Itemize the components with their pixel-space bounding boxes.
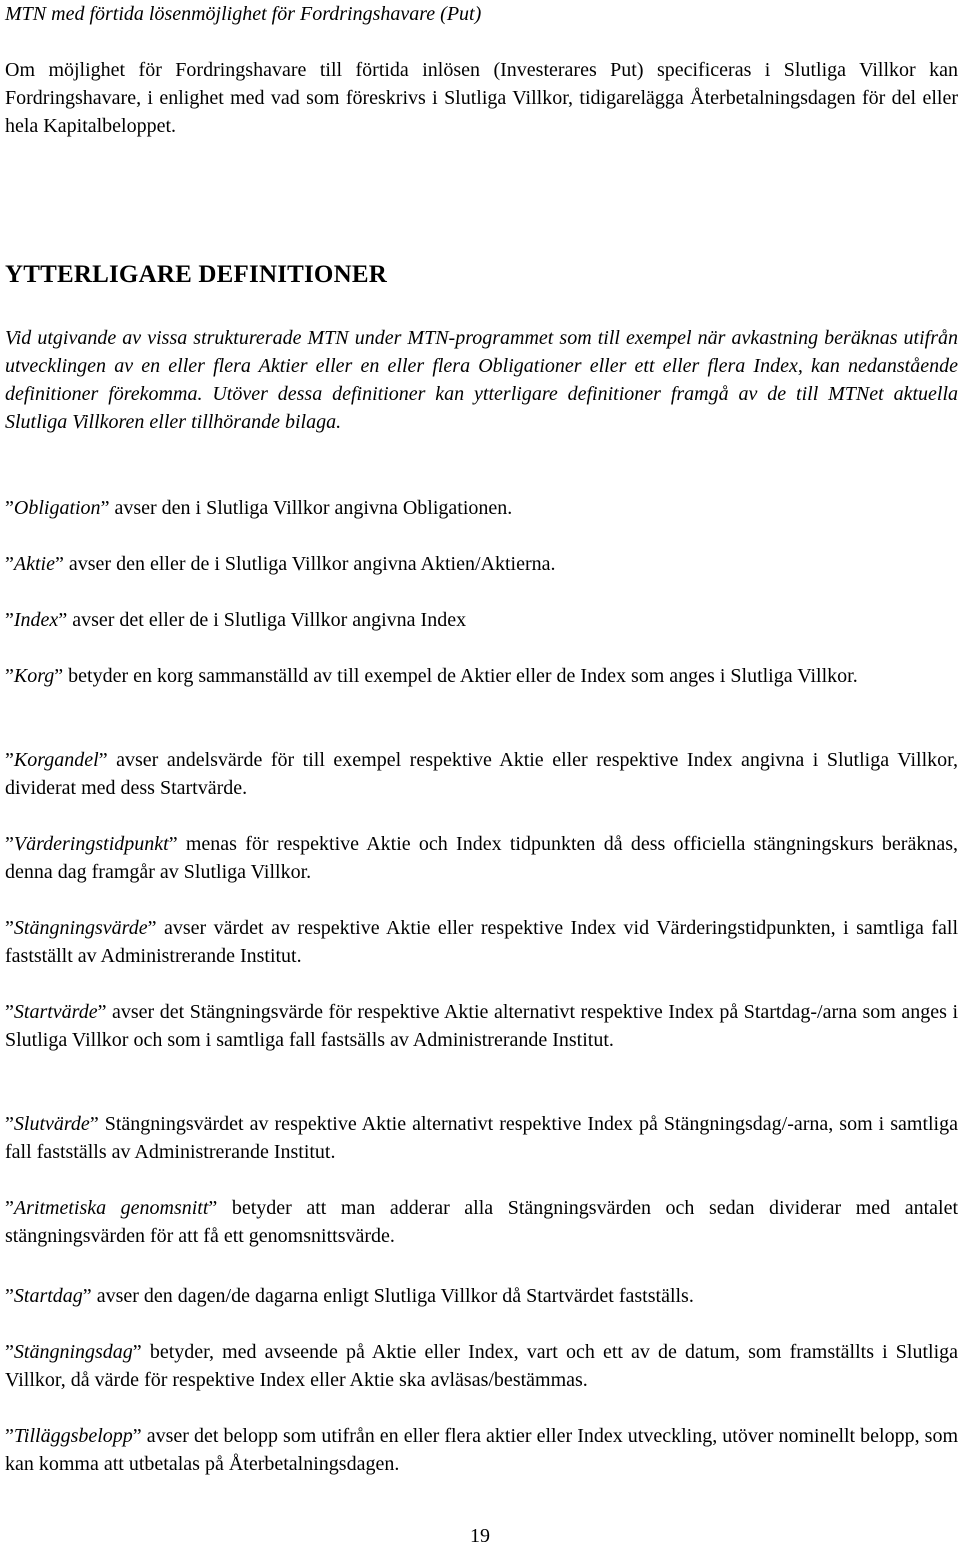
definition-term: ” Aktie ” [5,553,64,575]
definition-text: avser det eller de i Slutliga Villkor angivna Index [72,609,467,631]
definition-term: ” Startdag ” [5,1285,92,1307]
definition-stangningsvarde [5,914,958,970]
definition-tillaggsbelopp [5,1422,958,1478]
definition-term: ” Korg ” [5,665,63,687]
definition-obligation [5,494,958,522]
definition-term: ” Obligation ” [5,497,109,519]
intro-paragraph: Vid utgivande av vissa strukturerade MTN under MTN-programmet som till exempel när avkastning beräknas utifrån utvecklingen av en eller flera Aktier eller en eller flera Obligationer eller ett eller flera Index, kan nedanstående definitioner förekomma. Utöver dessa definitioner kan ytterligare definitioner framgå av de till MTNet aktuella Slutliga Villkoren eller tillhörande bilaga. [5,327,958,433]
definition-startdag [5,1282,958,1310]
definition-text: avser den i Slutliga Villkor angivna Obligationen. [114,497,513,519]
definition-term: ” Startvärde ” [5,1001,106,1023]
definition-term: ” Slutvärde ” [5,1113,99,1135]
definition-term: ” Värderingstidpunkt ” [5,833,178,855]
definition-term: ” Aritmetiska genomsnitt ” [5,1197,217,1219]
definition-text: betyder en korg sammanställd av till exempel de Aktier eller de Index som anges i Slutliga Villkor. [68,665,858,687]
definition-text: avser den dagen/de dagarna enligt Slutliga Villkor då Startvärdet fastställs. [96,1285,694,1307]
section-paragraph: Om möjlighet för Fordringshavare till förtida inlösen (Investerares Put) specificeras i Slutliga Villkor kan Fordringshavare, i enlighet med vad som föreskrivs i Slutliga Villkor, tidigarelägga Återbetalningsdagen för del eller hela Kapitalbeloppet. [5,59,958,137]
definition-index [5,606,958,634]
definition-text: avser andelsvärde för till exempel respektive Aktie eller respektive Index angivna i Slutliga Villkor, dividerat med dess Startvärde. [5,749,958,799]
definition-startvarde [5,998,958,1054]
definition-term: ” Stängningsvärde ” [5,917,156,939]
definition-text: avser värdet av respektive Aktie eller respektive Index vid Värderingstidpunkten, i samtliga fall fastställt av Administrerande Institut. [5,917,959,967]
definition-text: avser den eller de i Slutliga Villkor angivna Aktien/Aktierna. [68,553,556,575]
definition-text: avser det Stängningsvärde för respektive Aktie alternativt respektive Index på Startdag-/arna som anges i Slutliga Villkor och som i samtliga fall fastsälls av Administrerande Institut. [5,1001,959,1051]
definition-term: ” Tilläggsbelopp ” [5,1425,142,1447]
definition-text: Stängningsvärdet av respektive Aktie alternativt respektive Index på Stängningsdag/-arna, som i samtliga fall fastställs av Administrerande Institut. [5,1113,958,1163]
definition-aktie [5,550,958,578]
definition-term: ” Korgandel ” [5,749,108,771]
definition-korg [5,662,958,690]
definition-aritmetiska-genomsnitt [5,1194,958,1250]
definition-slutvarde [5,1110,958,1166]
definition-stangningsdag [5,1338,958,1394]
definition-text: menas för respektive Aktie och Index tidpunkten då dess officiella stängningskurs beräknas, denna dag framgår av Slutliga Villkor. [5,833,959,883]
definition-text: betyder att man adderar alla Stängningsvärden och sedan dividerar med antalet stängningsvärden för att få ett genomsnittsvärde. [5,1197,958,1247]
section-title: MTN med förtida lösenmöjlighet för Fordringshavare (Put) [5,3,482,25]
definition-term: ” Index ” [5,609,67,631]
definition-term: ” Stängningsdag ” [5,1341,142,1363]
definition-varderingstidpunkt [5,830,958,886]
definition-text: betyder, med avseende på Aktie eller Index, vart och ett av de datum, som framställts i Slutliga Villkor, då värde för respektive Index eller Aktie ska avläsas/bestämmas. [5,1341,959,1391]
page-heading: YTTERLIGARE DEFINITIONER [5,261,387,288]
definition-text: avser det belopp som utifrån en eller flera aktier eller Index utveckling, utöver nominellt belopp, som kan komma att utbetalas på Återbetalningsdagen. [5,1425,959,1475]
page-number: 19 [470,1525,490,1547]
definition-korgandel [5,746,958,802]
